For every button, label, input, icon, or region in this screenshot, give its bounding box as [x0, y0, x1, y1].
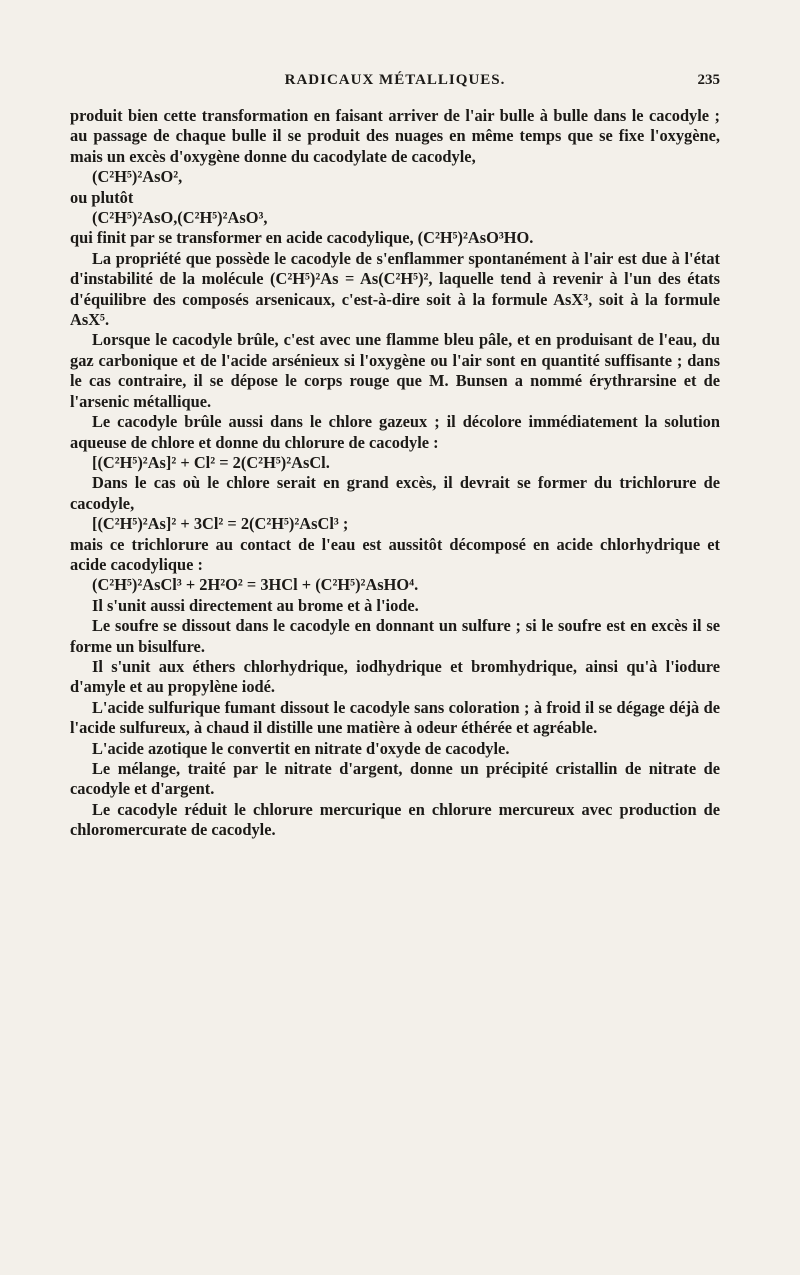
paragraph-6: Dans le cas où le chlore serait en grand excès, il devrait se former du trichlorure de cacodyle, — [70, 473, 720, 513]
paragraph-8: Il s'unit aussi directement au brome et à l'iode. — [92, 595, 419, 615]
paragraph-7: mais ce trichlorure au contact de l'eau est aussitôt décomposé en acide chlorhydrique et acide cacodylique : — [70, 534, 720, 574]
running-title: RADICAUX MÉTALLIQUES. — [284, 72, 506, 88]
page-header — [70, 72, 720, 96]
paragraph-10: Il s'unit aux éthers chlorhydrique, iodhydrique et bromhydrique, ainsi qu'à l'iodure d'amyle et au propylène iodé. — [70, 656, 720, 697]
body-text — [70, 106, 720, 841]
paragraph-14: Le cacodyle réduit le chlorure mercurique en chlorure mercureux avec production de chloromercurate de cacodyle. — [70, 799, 720, 840]
paragraph-5: Le cacodyle brûle aussi dans le chlore gazeux ; il décolore immédiatement la solution aqueuse de chlore et donne du chlorure de cacodyle : — [70, 412, 720, 452]
paragraph-4: Lorsque le cacodyle brûle, c'est avec une flamme bleu pâle, et en produisant de l'eau, du gaz carbonique et de l'acide arsénieux si l'oxygène ou l'air sont en quantité suffisante ; dans le cas contraire, il se dépose le corps rouge que M. Bunsen a nommé érythrarsine et de l'arsenic métallique. — [70, 330, 720, 411]
paragraph-or: ou plutôt — [70, 187, 134, 207]
paragraph-11: L'acide sulfurique fumant dissout le cacodyle sans coloration ; à froid il se dégage déjà de l'acide sulfureux, à chaud il distille une matière à odeur éthérée et agréable. — [70, 697, 720, 738]
paragraph-12: L'acide azotique le convertit en nitrate d'oxyde de cacodyle. — [92, 738, 510, 758]
formula-5: (C²H⁵)²AsCl³ + 2H²O² = 3HCl + (C²H⁵)²AsHO⁴. — [92, 575, 419, 595]
paragraph-2: qui finit par se transformer en acide cacodylique, (C²H⁵)²AsO³HO. — [70, 228, 534, 248]
paragraph-3: La propriété que possède le cacodyle de s'enflammer spontanément à l'air est due à l'état d'instabilité de la molécule (C²H⁵)²As = As(C²H⁵)², laquelle tend à revenir à l'un des états d'équilibre des composés arsenicaux, c'est-à-dire soit à la formule AsX³, soit à la formule AsX⁵. — [70, 248, 720, 330]
formula-1: (C²H⁵)²AsO², — [92, 167, 183, 187]
formula-3: [(C²H⁵)²As]² + Cl² = 2(C²H⁵)²AsCl. — [92, 452, 330, 472]
paragraph-13: Le mélange, traité par le nitrate d'argent, donne un précipité cristallin de nitrate de cacodyle et d'argent. — [70, 759, 720, 799]
paragraph-1: produit bien cette transformation en faisant arriver de l'air bulle à bulle dans le cacodyle ; au passage de chaque bulle il se produit des nuages en même temps que se fixe l'oxygène, mais un excès d'oxygène donne du cacodylate de cacodyle, — [70, 106, 720, 166]
page-number: 235 — [697, 72, 720, 88]
formula-2: (C²H⁵)²AsO,(C²H⁵)²AsO³, — [92, 208, 268, 228]
formula-4: [(C²H⁵)²As]² + 3Cl² = 2(C²H⁵)²AsCl³ ; — [92, 514, 349, 534]
paragraph-9: Le soufre se dissout dans le cacodyle en donnant un sulfure ; si le soufre est en excès il se forme un bisulfure. — [70, 616, 720, 656]
